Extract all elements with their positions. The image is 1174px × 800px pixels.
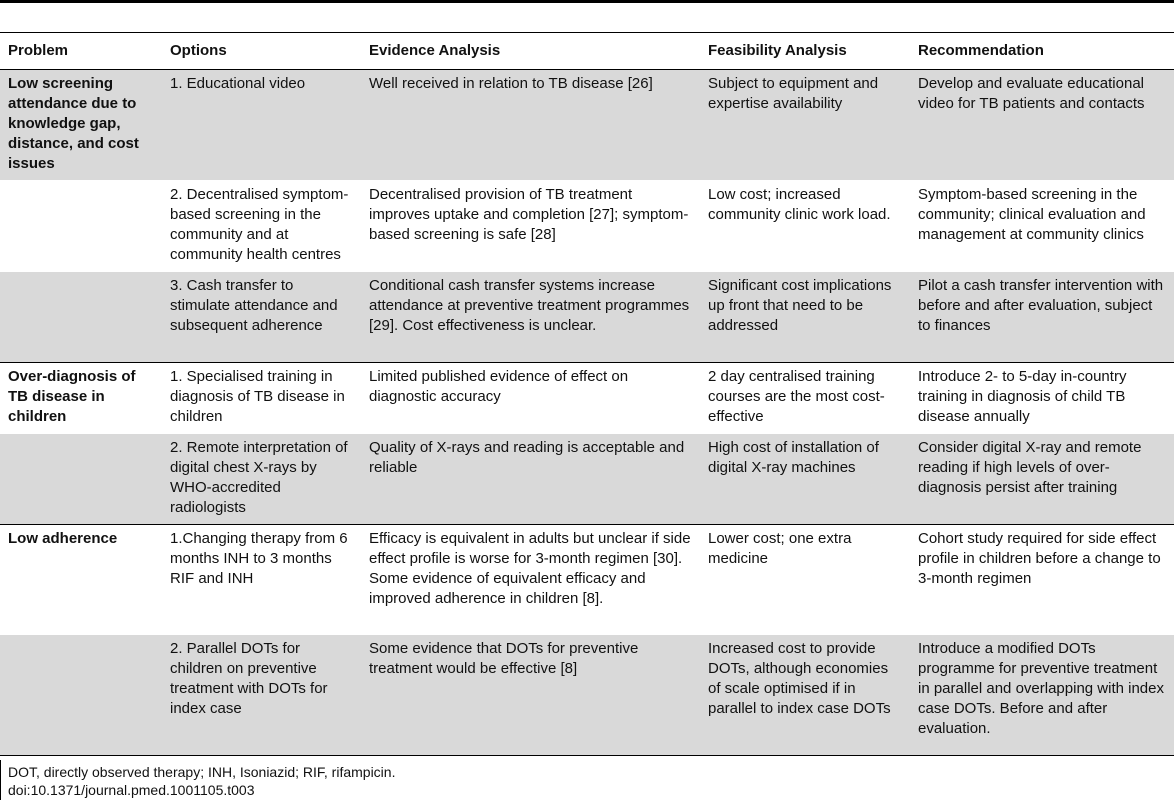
problem-cell — [0, 272, 162, 363]
evidence-cell: Some evidence that DOTs for preventive treatment would be effective [8] — [361, 635, 700, 756]
option-cell: 3. Cash transfer to stimulate attendance and subsequent adherence — [162, 272, 361, 363]
recommendation-cell: Introduce 2- to 5-day in-country training in diagnosis of child TB disease annually — [910, 363, 1174, 434]
recommendations-table — [0, 33, 1174, 756]
table-row — [0, 434, 1174, 525]
option-cell: 2. Parallel DOTs for children on preventive treatment with DOTs for index case — [162, 635, 361, 756]
table-row — [0, 272, 1174, 363]
problem-cell: Over-diagnosis of TB disease in children — [0, 363, 162, 434]
option-cell: 1.Changing therapy from 6 months INH to 3 months RIF and INH — [162, 525, 361, 635]
left-margin-rule — [0, 760, 1, 800]
evidence-cell: Conditional cash transfer systems increase attendance at preventive treatment programmes [29]. Cost effectiveness is unclear. — [361, 272, 700, 363]
option-cell: 1. Educational video — [162, 70, 361, 181]
feasibility-cell: Low cost; increased community clinic work load. — [700, 181, 910, 272]
feasibility-cell: Increased cost to provide DOTs, although economies of scale optimised if in parallel to index case DOTs — [700, 635, 910, 756]
table-row — [0, 525, 1174, 635]
feasibility-cell: Subject to equipment and expertise availability — [700, 70, 910, 181]
evidence-cell: Decentralised provision of TB treatment improves uptake and completion [27]; symptom-based screening is safe [28] — [361, 181, 700, 272]
evidence-cell: Efficacy is equivalent in adults but unclear if side effect profile is worse for 3-month regimen [30]. Some evidence of equivalent efficacy and improved adherence in children [8]. — [361, 525, 700, 635]
table-row — [0, 70, 1174, 181]
header-row — [0, 33, 1174, 70]
doi-link[interactable]: doi:10.1371/journal.pmed.1001105.t003 — [8, 782, 255, 798]
top-rule — [0, 0, 1174, 3]
problem-cell — [0, 181, 162, 272]
recommendation-cell: Symptom-based screening in the community; clinical evaluation and management at community clinics — [910, 181, 1174, 272]
table-row — [0, 363, 1174, 434]
header-recommendation: Recommendation — [910, 33, 1174, 70]
evidence-cell: Well received in relation to TB disease [26] — [361, 70, 700, 181]
header-options: Options — [162, 33, 361, 70]
problem-cell — [0, 434, 162, 525]
feasibility-cell: 2 day centralised training courses are the most cost-effective — [700, 363, 910, 434]
feasibility-cell: Significant cost implications up front that need to be addressed — [700, 272, 910, 363]
problem-cell: Low screening attendance due to knowledge gap, distance, and cost issues — [0, 70, 162, 181]
header-feasibility: Feasibility Analysis — [700, 33, 910, 70]
header-evidence: Evidence Analysis — [361, 33, 700, 70]
table-footnote: DOT, directly observed therapy; INH, Isoniazid; RIF, rifampicin. — [8, 764, 396, 780]
recommendation-cell: Pilot a cash transfer intervention with before and after evaluation, subject to finances — [910, 272, 1174, 363]
feasibility-cell: High cost of installation of digital X-ray machines — [700, 434, 910, 525]
recommendation-cell: Develop and evaluate educational video for TB patients and contacts — [910, 70, 1174, 181]
table-row — [0, 635, 1174, 756]
recommendation-cell: Cohort study required for side effect profile in children before a change to 3-month regimen — [910, 525, 1174, 635]
header-problem: Problem — [0, 33, 162, 70]
problem-cell: Low adherence — [0, 525, 162, 635]
recommendation-cell: Consider digital X-ray and remote reading if high levels of over-diagnosis persist after training — [910, 434, 1174, 525]
evidence-cell: Limited published evidence of effect on diagnostic accuracy — [361, 363, 700, 434]
option-cell: 2. Remote interpretation of digital chest X-rays by WHO-accredited radiologists — [162, 434, 361, 525]
recommendation-cell: Introduce a modified DOTs programme for preventive treatment in parallel and overlapping with index case DOTs. Before and after evaluation. — [910, 635, 1174, 756]
table-row — [0, 181, 1174, 272]
evidence-cell: Quality of X-rays and reading is acceptable and reliable — [361, 434, 700, 525]
option-cell: 1. Specialised training in diagnosis of TB disease in children — [162, 363, 361, 434]
problem-cell — [0, 635, 162, 756]
feasibility-cell: Lower cost; one extra medicine — [700, 525, 910, 635]
option-cell: 2. Decentralised symptom-based screening in the community and at community health centres — [162, 181, 361, 272]
